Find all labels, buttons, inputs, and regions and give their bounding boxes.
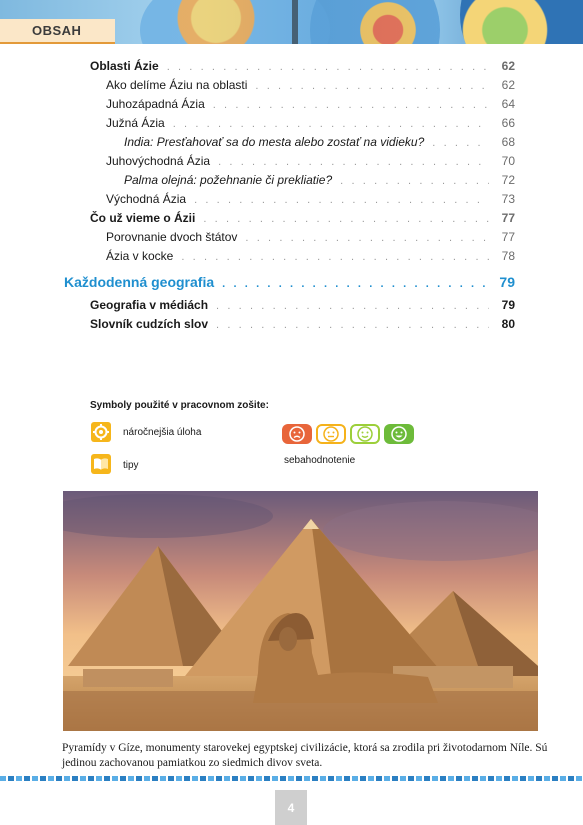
toc-entry-page: 72 — [501, 173, 515, 187]
toc-entry-title: Východná Ázia — [106, 192, 187, 206]
toc-entry-page: 70 — [501, 154, 515, 168]
toc-entry[interactable] — [106, 230, 515, 249]
page-number-label: 4 — [287, 800, 295, 815]
symbol-label: tipy — [123, 460, 139, 471]
angry-face-icon — [282, 424, 312, 444]
photo-caption: Pyramídy v Gíze, monumenty starovekej egyptskej civilizácie, ktorá sa zrodila pri životodarnom Níle. Sú jedinou zachovanou pamiatkou zo siedmich divov sveta. — [62, 742, 548, 769]
toc-entry-title: Palma olejná: požehnanie či prekliatie? — [124, 173, 333, 187]
toc-entry-title: India: Presťahovať sa do mesta alebo zostať na vidieku? — [124, 135, 425, 149]
toc-entry-page: 64 — [501, 97, 515, 111]
toc-entry[interactable] — [124, 173, 515, 192]
toc-entry[interactable] — [90, 298, 515, 317]
page-number — [275, 790, 307, 825]
toc-entry[interactable] — [90, 211, 515, 230]
toc-section-entry[interactable] — [64, 274, 515, 296]
self-assessment-faces — [282, 424, 414, 444]
toc-entry-title: Južná Ázia — [106, 116, 165, 130]
toc-leader-dots — [222, 278, 489, 290]
toc-entry[interactable] — [90, 317, 515, 336]
toc-entry[interactable] — [106, 192, 515, 211]
toc-entry[interactable] — [90, 59, 515, 78]
globe-map-image — [460, 0, 583, 50]
toc-leader-dots — [213, 99, 489, 111]
toc-entry-title: Juhozápadná Ázia — [106, 97, 205, 111]
toc-leader-dots — [167, 61, 489, 73]
toc-entry-page: 77 — [501, 230, 515, 244]
toc-leader-dots — [340, 175, 489, 187]
toc-leader-dots — [216, 300, 489, 312]
toc-entry-title: Ázia v kocke — [106, 249, 174, 263]
toc-leader-dots — [173, 118, 489, 130]
toc-entry-page: 79 — [499, 274, 515, 290]
toc-entry[interactable] — [106, 154, 515, 173]
toc-leader-dots — [194, 194, 489, 206]
toc-entry-page: 80 — [501, 317, 515, 331]
toc-entry-page: 68 — [501, 135, 515, 149]
toc-entry-title: Juhovýchodná Ázia — [106, 154, 211, 168]
toc-entry-page: 78 — [501, 249, 515, 263]
section-tag — [0, 19, 115, 44]
toc-entry-title: Oblasti Ázie — [90, 59, 159, 73]
globe-map-image — [140, 0, 330, 50]
neutral-face-icon — [316, 424, 346, 444]
toc-entry-page: 62 — [501, 59, 515, 73]
symbol-label: náročnejšia úloha — [123, 427, 202, 438]
brain-gear-icon — [91, 422, 111, 442]
toc-leader-dots — [181, 251, 489, 263]
smile-face-icon — [350, 424, 380, 444]
toc-entry-page: 62 — [501, 78, 515, 92]
toc-entry[interactable] — [106, 97, 515, 116]
toc-entry[interactable] — [124, 135, 515, 154]
toc-entry-title: Porovnanie dvoch štátov — [106, 230, 238, 244]
toc-entry-page: 77 — [501, 211, 515, 225]
toc-leader-dots — [255, 80, 489, 92]
toc-entry-title: Slovník cudzích slov — [90, 317, 209, 331]
section-tag-label: OBSAH — [32, 23, 82, 38]
symbols-title: Symboly použité v pracovnom zošite: — [90, 400, 269, 411]
toc-leader-dots — [432, 137, 489, 149]
toc-leader-dots — [245, 232, 489, 244]
toc-leader-dots — [216, 319, 489, 331]
bottom-decorative-bar — [0, 776, 583, 781]
toc-leader-dots — [203, 213, 489, 225]
toc-entry-page: 79 — [501, 298, 515, 312]
toc-entry[interactable] — [106, 249, 515, 268]
self-assessment-label: sebahodnotenie — [284, 455, 356, 466]
toc-leader-dots — [218, 156, 489, 168]
globe-stand-image — [292, 0, 298, 50]
toc-entry-title: Ako delíme Áziu na oblasti — [106, 78, 248, 92]
toc-entry[interactable] — [106, 78, 515, 97]
globe-map-image — [310, 0, 440, 50]
open-book-icon — [91, 454, 111, 474]
toc-entry-title: Čo už vieme o Ázii — [90, 211, 196, 225]
toc-entry-title: Geografia v médiách — [90, 298, 209, 312]
happy-face-icon — [384, 424, 414, 444]
toc-entry-page: 73 — [501, 192, 515, 206]
toc-entry-page: 66 — [501, 116, 515, 130]
pyramids-sphinx-photo — [63, 491, 538, 731]
toc-entry[interactable] — [106, 116, 515, 135]
toc-entry-title: Každodenná geografia — [64, 274, 215, 290]
